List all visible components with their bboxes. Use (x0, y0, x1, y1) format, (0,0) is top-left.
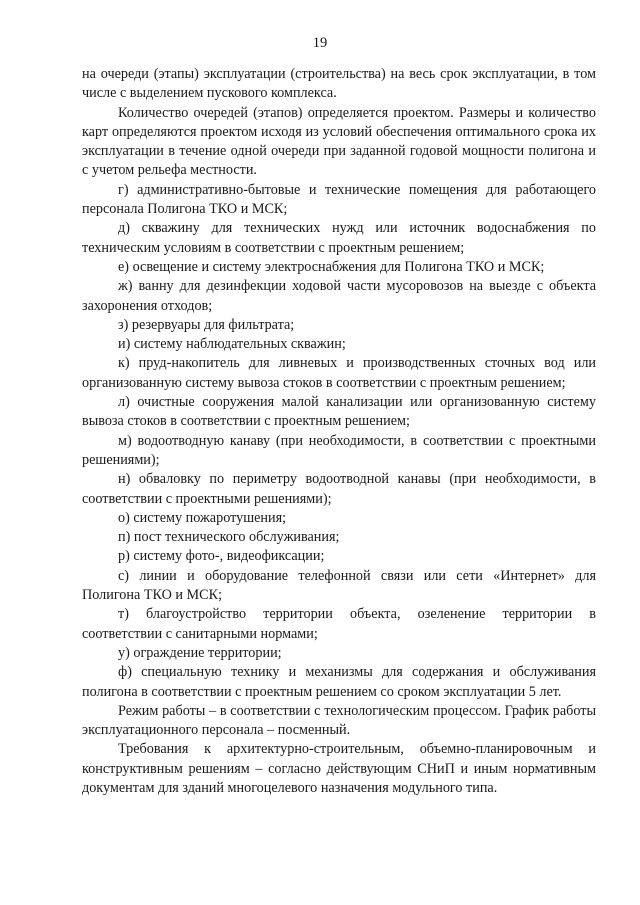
list-item-r: р) систему фото-, видеофиксации; (118, 548, 325, 565)
list-item-t: т) благоустройство территории объекта, озеленение территории в соответствии с санитарными нормами; (82, 606, 596, 642)
list-item-l: л) очистные сооружения малой канализации или организованную систему вывоза стоков в соответствии с проектным решением; (82, 394, 596, 430)
list-item-z: з) резервуары для фильтрата; (118, 316, 295, 333)
paragraph-stages: Количество очередей (этапов) определяется проектом. Размеры и количество карт определяются проектом исходя из условий обеспечения оптимального срока их эксплуатации в течение одной очереди при заданной годовой мощности полигона и с учетом рельефа местности. (82, 104, 596, 179)
list-item-d: д) скважину для технических нужд или источник водоснабжения по техническим условиям в соответствии с проектным решением; (82, 220, 596, 256)
list-item-o: о) систему пожаротушения; (118, 509, 287, 526)
document-body (82, 65, 596, 798)
list-item-n: н) обваловку по периметру водоотводной канавы (при необходимости, в соответствии с проектными решениями); (82, 471, 596, 507)
paragraph-continuation: на очереди (этапы) эксплуатации (строительства) на весь срок эксплуатации, в том числе с выделением пускового комплекса. (82, 66, 596, 102)
page-number: 19 (312, 35, 328, 51)
list-item-i: и) систему наблюдательных скважин; (118, 336, 346, 353)
list-item-m: м) водоотводную канаву (при необходимости, в соответствии с проектными решениями); (82, 432, 596, 468)
paragraph-requirements: Требования к архитектурно-строительным, объемно-планировочным и конструктивным решениям – согласно действующим СНиП и иным нормативным документам для зданий многоцелевого назначения модульного типа. (82, 741, 596, 796)
list-item-f: ф) специальную технику и механизмы для содержания и обслуживания полигона в соответствии с проектным решением со сроком эксплуатации 5 лет. (82, 664, 596, 700)
list-item-u: у) ограждение территории; (118, 644, 282, 661)
list-item-g: г) административно-бытовые и технические помещения для работающего персонала Полигона ТКО и МСК; (82, 181, 596, 218)
list-item-s: с) линии и оборудование телефонной связи или сети «Интернет» для Полигона ТКО и МСК; (82, 567, 596, 604)
paragraph-work-mode: Режим работы – в соответствии с технологическим процессом. График работы эксплуатационного персонала – посменный. (82, 702, 596, 739)
list-item-zh: ж) ванну для дезинфекции ходовой части мусоровозов на выезде с объекта захоронения отходов; (82, 278, 596, 314)
list-item-p: п) пост технического обслуживания; (118, 529, 340, 546)
list-item-k: к) пруд-накопитель для ливневых и производственных сточных вод или организованную систему вывоза стоков в соответствии с проектным решением; (82, 355, 596, 391)
list-item-e: е) освещение и систему электроснабжения для Полигона ТКО и МСК; (118, 258, 545, 275)
